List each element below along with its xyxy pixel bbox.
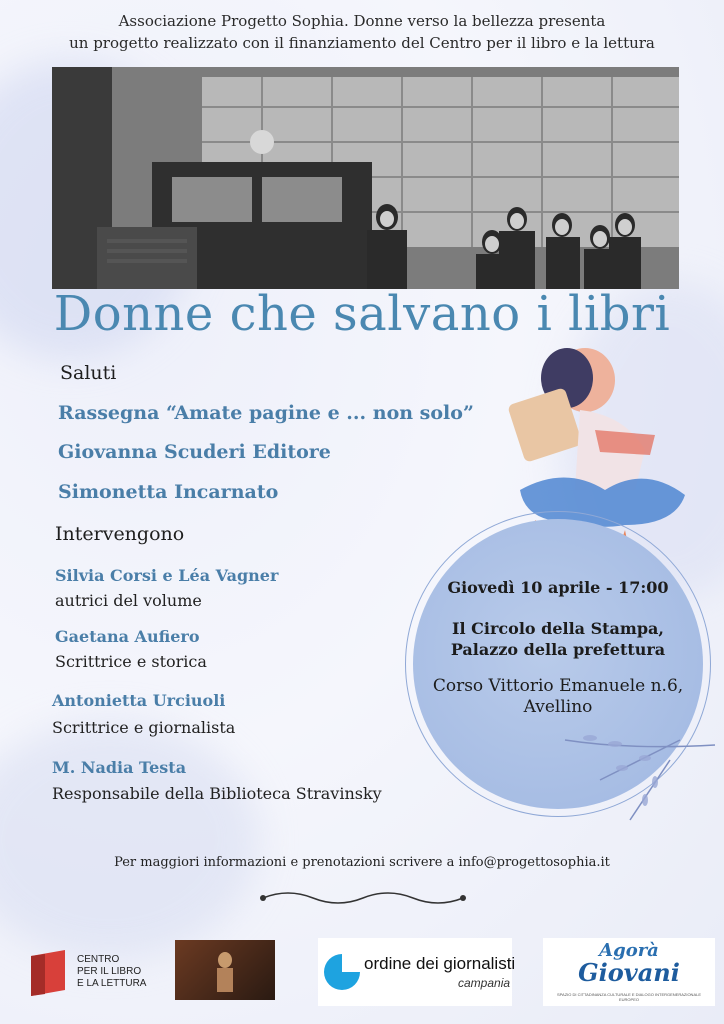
speaker-role: Responsabile della Biblioteca Stravinsky: [52, 784, 382, 803]
vintage-truck-photo: [52, 67, 679, 289]
speaker-role: Scrittrice e giornalista: [52, 718, 236, 737]
odg-sub-text: campania: [458, 976, 511, 990]
footer-info: Per maggiori informazioni e prenotazioni scrivere a info@progettosophia.it: [114, 855, 610, 870]
saluti-heading: Saluti: [60, 362, 117, 384]
agora-giovani-logo: [543, 938, 715, 1006]
photo-illustration: [52, 67, 679, 289]
progetto-sophia-logo: [175, 940, 275, 1000]
cepell-logo-line: E LA LETTURA: [77, 978, 147, 989]
odg-main-text: ordine dei giornalisti: [364, 954, 516, 973]
cepell-logo-line: CENTRO: [77, 954, 120, 965]
event-venue-line-2: Palazzo della prefettura: [450, 640, 666, 659]
speaker-name: Antonietta Urciuoli: [52, 691, 226, 710]
event-date: Giovedì 10 aprile - 17:00: [447, 578, 669, 597]
event-address-line-2: Avellino: [523, 697, 593, 717]
speaker-role: autrici del volume: [55, 591, 202, 610]
speaker-name: Gaetana Aufiero: [55, 627, 200, 646]
cepell-logo: [25, 948, 165, 998]
watercolor-wash-bottom: [0, 720, 260, 960]
cepell-mark-icon: [25, 948, 71, 998]
header-line-2: un progetto realizzato con il finanziamento del Centro per il libro e la lettura: [69, 34, 655, 52]
decorative-flourish: [258, 886, 468, 910]
header-line-1: Associazione Progetto Sophia. Donne verso la bellezza presenta: [118, 12, 606, 30]
agora-title: Agorà: [599, 940, 659, 961]
plant-sprig-icon: [560, 720, 720, 830]
ordine-giornalisti-logo: [318, 938, 516, 1006]
cepell-logo-line: PER IL LIBRO: [77, 966, 142, 977]
agora-subtitle: Giovani: [578, 958, 680, 987]
sophia-figure-icon: [175, 940, 275, 1000]
speaker-name: M. Nadia Testa: [52, 758, 187, 777]
saluti-item: Simonetta Incarnato: [58, 481, 279, 503]
page-title: Donne che salvano i libri: [53, 286, 671, 342]
event-venue-line-1: Il Circolo della Stampa,: [452, 619, 664, 638]
agora-tagline: SPAZIO DI CITTADINANZA CULTURALE E DIALOGO INTERGENERAZIONALE EUROPEO: [556, 992, 702, 1002]
odg-circle-icon: [322, 952, 362, 992]
event-address-line-1: Corso Vittorio Emanuele n.6,: [432, 676, 684, 696]
saluti-item: Giovanna Scuderi Editore: [58, 441, 331, 463]
speaker-role: Scrittrice e storica: [55, 652, 207, 671]
header: [0, 10, 724, 54]
saluti-item: Rassegna “Amate pagine e ... non solo”: [58, 402, 474, 424]
speaker-name: Silvia Corsi e Léa Vagner: [55, 566, 279, 585]
intervengono-heading: Intervengono: [55, 523, 185, 545]
